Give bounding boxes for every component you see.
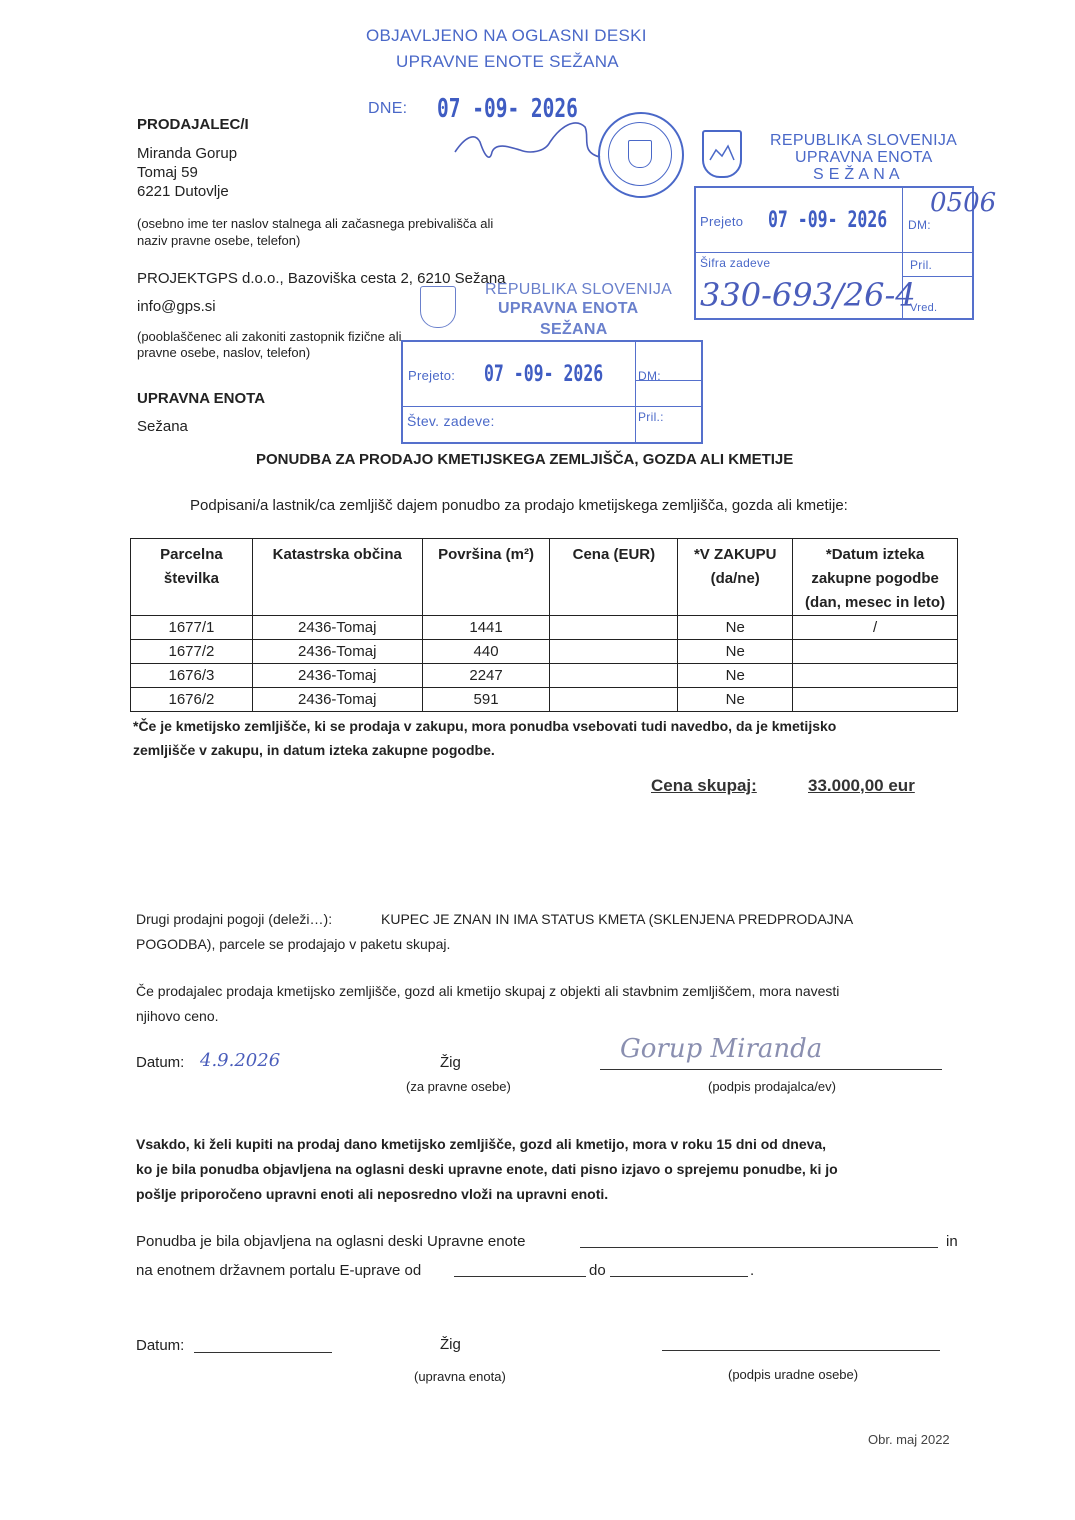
agent-line: PROJEKTGPS d.o.o., Bazoviška cesta 2, 6210 Sežana xyxy=(137,270,506,287)
table-header-text: Površina (m²) xyxy=(438,546,534,563)
table-cell xyxy=(550,616,678,640)
table-cell: 2436-Tomaj xyxy=(252,616,422,640)
table-header-cell xyxy=(678,539,793,616)
table-header-cell xyxy=(252,539,422,616)
table-cell: / xyxy=(793,616,958,640)
right-sifra-label: Šifra zadeve xyxy=(700,256,771,270)
right-pril-label: Pril. xyxy=(910,258,933,272)
table-row xyxy=(131,688,958,712)
published-do: do xyxy=(589,1262,606,1279)
footnote-line2: zemljišče v zakupu, in datum izteka zakupne pogodbe. xyxy=(133,742,495,758)
mid-stamp-head3: SEŽANA xyxy=(540,321,608,338)
table-cell: 1441 xyxy=(422,616,550,640)
table-header-cell xyxy=(550,539,678,616)
office-stamp-note: (upravna enota) xyxy=(414,1369,506,1384)
document-title: PONUDBA ZA PRODAJO KMETIJSKEGA ZEMLJIŠČA, GOZDA ALI KMETIJE xyxy=(256,451,794,468)
total-value: 33.000,00 eur xyxy=(808,776,915,795)
seller-signature-note: (podpis prodajalca/ev) xyxy=(708,1079,836,1094)
seller-signature: Gorup Miranda xyxy=(620,1034,823,1064)
table-row xyxy=(131,664,958,688)
intro-text: Podpisani/a lastnik/ca zemljišč dajem ponudbo za prodajo kmetijskega zemljišča, gozda ali kmetije: xyxy=(190,497,848,514)
unit-name: Sežana xyxy=(137,418,188,435)
notice-line2: ko je bila ponudba objavljena na oglasni deski upravne enote, dati pisno izjavo o sprejemu ponudbe, ki jo xyxy=(136,1161,838,1177)
table-cell: 2436-Tomaj xyxy=(252,688,422,712)
table-cell: 1676/3 xyxy=(131,664,253,688)
coat-of-arms-icon xyxy=(702,130,742,178)
table-cell: 1677/1 xyxy=(131,616,253,640)
table-header-text: *Datum izteka xyxy=(825,546,925,563)
published-stamp-line1: OBJAVLJENO NA OGLASNI DESKI xyxy=(366,26,647,45)
table-header-cell xyxy=(793,539,958,616)
official-signature-line xyxy=(662,1350,940,1351)
notice-line1: Vsakdo, ki želi kupiti na prodaj dano kmetijsko zemljišče, gozd ali kmetijo, mora v roku 15 dni od dneva, xyxy=(136,1136,827,1152)
mid-pril-label: Pril.: xyxy=(638,410,664,424)
table-header-text: številka xyxy=(163,570,219,587)
table-header-cell xyxy=(131,539,253,616)
table-cell: 591 xyxy=(422,688,550,712)
published-to-blank xyxy=(610,1276,748,1277)
seller-date-label: Datum: xyxy=(136,1054,185,1071)
table-cell: 2247 xyxy=(422,664,550,688)
mid-stev-label: Štev. zadeve: xyxy=(407,413,495,429)
mid-prejeto-label: Prejeto: xyxy=(408,368,456,383)
published-dot: . xyxy=(750,1262,755,1279)
unit-heading: UPRAVNA ENOTA xyxy=(137,390,266,407)
seller-date-handwritten: 4.9.2026 xyxy=(200,1050,281,1071)
mid-stamp-head2: UPRAVNA ENOTA xyxy=(498,300,639,317)
table-cell: 1676/2 xyxy=(131,688,253,712)
seller-street: Tomaj 59 xyxy=(137,164,198,181)
right-vred-label: Vred. xyxy=(910,302,938,314)
right-stamp-head2: UPRAVNA ENOTA xyxy=(795,149,933,166)
table-header-text: Cena (EUR) xyxy=(572,546,656,563)
office-date-blank xyxy=(194,1352,332,1353)
official-signature-note: (podpis uradne osebe) xyxy=(728,1367,859,1382)
table-cell: 1677/2 xyxy=(131,640,253,664)
table-cell xyxy=(550,664,678,688)
right-case-handwritten: 330-693/26-4 xyxy=(700,276,916,314)
table-header-text: Parcelna xyxy=(160,546,223,563)
parcels-table xyxy=(130,538,958,712)
seller-note-line2: naziv pravne osebe, telefon) xyxy=(137,233,301,248)
seller-heading: PRODAJALEC/I xyxy=(137,116,249,133)
table-header-text: Katastrska občina xyxy=(272,546,402,563)
form-version: Obr. maj 2022 xyxy=(868,1432,950,1447)
published-line2: na enotnem državnem portalu E-uprave od xyxy=(136,1262,422,1279)
table-cell: 440 xyxy=(422,640,550,664)
table-header-text: (da/ne) xyxy=(710,570,760,587)
seller-name: Miranda Gorup xyxy=(137,145,238,162)
agent-note-line2: pravne osebe, naslov, telefon) xyxy=(137,345,311,360)
table-header-cell xyxy=(422,539,550,616)
table-cell xyxy=(793,640,958,664)
seller-signature-line xyxy=(600,1069,942,1070)
right-stamp-head3: S E Ž A N A xyxy=(813,166,900,183)
conditions-label: Drugi prodajni pogoji (deleži…): xyxy=(136,911,333,927)
right-dm-label: DM: xyxy=(908,218,931,232)
seller-note-line1: (osebno ime ter naslov stalnega ali začasnega prebivališča ali xyxy=(137,216,494,231)
mid-dm-label: DM: xyxy=(638,369,661,383)
table-cell: 2436-Tomaj xyxy=(252,640,422,664)
table-cell: Ne xyxy=(678,688,793,712)
conditions-text-line1: KUPEC JE ZNAN IN IMA STATUS KMETA (SKLENJENA PREDPRODAJNA xyxy=(381,911,854,927)
table-header-text: zakupne pogodbe xyxy=(811,570,939,587)
table-cell xyxy=(793,688,958,712)
table-header-text: *V ZAKUPU xyxy=(693,546,777,563)
mid-coat-of-arms-icon xyxy=(420,286,456,328)
conditions-text-line2: POGODBA), parcele se prodajajo v paketu skupaj. xyxy=(136,936,451,952)
total-label: Cena skupaj: xyxy=(651,776,757,795)
notice-line3: pošlje priporočeno upravni enoti ali neposredno vloži na upravni enoti. xyxy=(136,1186,609,1202)
objects-note-line1: Če prodajalec prodaja kmetijsko zemljišče, gozd ali kmetijo skupaj z objekti ali stavbnim zemljiščem, mora navesti xyxy=(136,983,840,999)
table-cell: 2436-Tomaj xyxy=(252,664,422,688)
office-date-label: Datum: xyxy=(136,1337,185,1354)
table-row xyxy=(131,616,958,640)
table-header-text: (dan, mesec in leto) xyxy=(805,594,946,611)
seller-stamp-label: Žig xyxy=(440,1054,461,1071)
seller-stamp-note: (za pravne osebe) xyxy=(406,1079,511,1094)
mid-prejeto-date: 07 -09- 2026 xyxy=(484,362,604,387)
right-prejeto-date: 07 -09- 2026 xyxy=(768,208,888,233)
table-cell: Ne xyxy=(678,616,793,640)
mid-stamp-head1: REPUBLIKA SLOVENIJA xyxy=(485,281,673,298)
office-stamp-label: Žig xyxy=(440,1336,461,1353)
table-cell xyxy=(550,640,678,664)
agent-email: info@gps.si xyxy=(137,298,216,315)
right-dm-handwritten: 0506 xyxy=(930,188,997,218)
agent-note-line1: (pooblaščenec ali zakoniti zastopnik fizične ali xyxy=(137,329,402,344)
right-stamp-head1: REPUBLIKA SLOVENIJA xyxy=(770,132,958,149)
table-cell: Ne xyxy=(678,640,793,664)
footnote-line1: *Če je kmetijsko zemljišče, ki se prodaja v zakupu, mora ponudba vsebovati tudi navedbo, da je kmetijsko xyxy=(133,718,837,734)
table-row xyxy=(131,640,958,664)
dne-date: 07 -09- 2026 xyxy=(437,94,578,124)
initials-signature xyxy=(450,112,610,172)
seller-city: 6221 Dutovlje xyxy=(137,183,229,200)
table-cell xyxy=(550,688,678,712)
published-unit-blank xyxy=(580,1247,938,1248)
dne-label: DNE: xyxy=(368,100,408,117)
round-seal xyxy=(598,112,684,198)
published-stamp-line2: UPRAVNE ENOTE SEŽANA xyxy=(396,52,619,71)
right-prejeto-label: Prejeto xyxy=(700,214,744,229)
objects-note-line2: njihovo ceno. xyxy=(136,1008,219,1024)
table-cell: Ne xyxy=(678,664,793,688)
table-header-row xyxy=(131,539,958,616)
table-body xyxy=(131,616,958,712)
table-cell xyxy=(793,664,958,688)
published-line1: Ponudba je bila objavljena na oglasni deski Upravne enote xyxy=(136,1233,526,1250)
published-in: in xyxy=(946,1233,958,1250)
published-from-blank xyxy=(454,1276,586,1277)
